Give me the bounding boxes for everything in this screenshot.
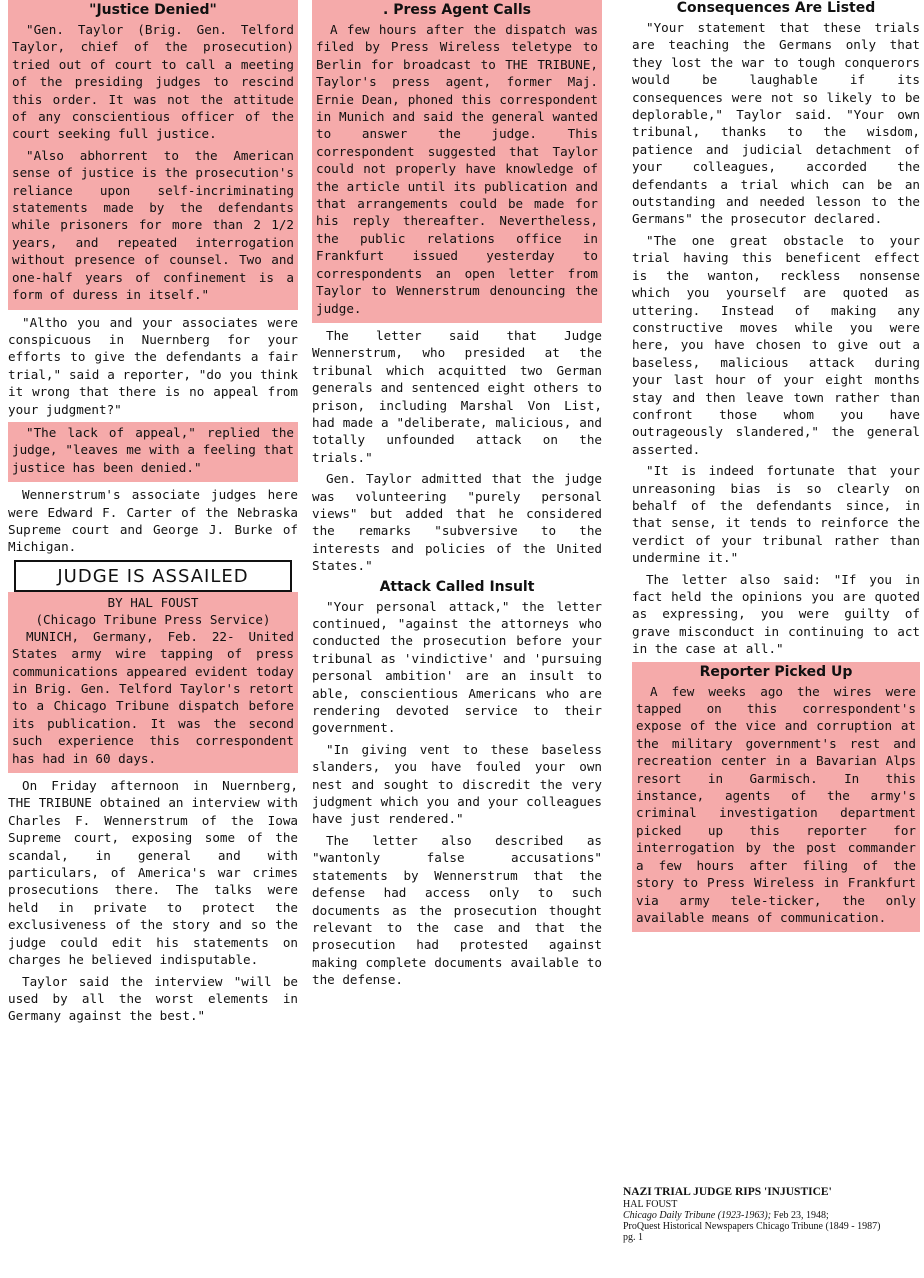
paragraph: The letter also described as "wantonly false accusations" statements by Wennerstrum that the defense had access only to such documents as the prosecution thought relevant to the case and that the prosecution had protested against making complete documents available to the defense. — [312, 832, 602, 988]
citation-date: Feb 23, 1948; — [771, 1210, 829, 1221]
subheading-attack-called-insult: Attack Called Insult — [379, 578, 535, 595]
citation-author: HAL FOUST — [623, 1199, 678, 1210]
highlight-block — [8, 592, 298, 773]
paragraph: "In giving vent to these baseless slanders, you have fouled your own nest and sought to discredit the very judgment which you and your colleagues have just rendered." — [312, 741, 602, 827]
citation-page: pg. 1 — [623, 1232, 643, 1243]
paragraph: "Also abhorrent to the American sense of justice is the prosecution's reliance upon self-incriminating statements made by the defendants while prisoners for more than 2 1/2 years, and repeated interrogation without presence of counsel. Two and one-half years of confinement is a form of duress in itself." — [12, 147, 294, 303]
column-3 — [632, 0, 920, 936]
column-1 — [8, 0, 298, 1029]
paragraph: "Your personal attack," the letter continued, "against the attorneys who conducted the prosecution before your tribunal as 'vindictive' and 'pursuing personal ambition' are an insult to able, conscientious Americans who are rendering devoted service to their government. — [312, 598, 602, 736]
paragraph: "The one great obstacle to your trial having this beneficent effect is the wanton, reckless nonsense which you yourself are quoted as uttering. Instead of making any constructive moves while you were here, you have chosen to give out a baseless, malicious attack during your last hour of your eight months stay and then leave town rather than confront those whom you have outrageously slandered," the general asserted. — [632, 232, 920, 457]
paragraph: "Your statement that these trials are teaching the Germans only that they lost the war to tough conquerors would be laughable if its consequences were not so likely to be deplorable," Taylor said. "Your own tribunal, thanks to the wisdom, patience and judicial detachment of your colleagues, accorded the defendants a trial which can be an outstanding and needed lesson to the Germans" the prosecutor declared. — [632, 20, 920, 227]
subheading-press-agent-calls: . Press Agent Calls — [383, 2, 531, 18]
paragraph: A few weeks ago the wires were tapped on this correspondent's expose of the vice and corruption at the military government's rest and recreation center in a Bavarian Alps resort in Garmisch. In this instance, agents of the army's criminal investigation department picked up this reporter for interrogation by the post commander a few hours after filing of the story to Press Wireless in Frankfurt via army tele-ticker, the only available means of communication. — [636, 683, 916, 925]
highlight-block — [312, 0, 602, 323]
byline-author: BY HAL FOUST — [107, 594, 199, 610]
paragraph: "Altho you and your associates were conspicuous in Nuernberg for your efforts to give the defendants a fair trial," said a reporter, "do you think it wrong that there is no appeal from your judgment?" — [8, 314, 298, 417]
paragraph: The letter also said: "If you in fact held the opinions you are quoted as expressing, you were guilty of grave misconduct in continuing to act in the case at all." — [632, 571, 920, 657]
subheading-reporter-picked-up: Reporter Picked Up — [699, 663, 853, 680]
boxed-headline: JUDGE IS ASSAILED — [14, 560, 292, 592]
paragraph: On Friday afternoon in Nuernberg, THE TRIBUNE obtained an interview with Charles F. Wennerstrum of the Iowa Supreme court, exposing some of the scandal, in general and with particulars, of America's war crimes prosecutions there. The talks were held in private to protect the exclusiveness of the story and so the judge could edit his statements on charges he believed indisputable. — [8, 778, 298, 968]
paragraph: Wennerstrum's associate judges here were Edward F. Carter of the Nebraska Supreme court and George J. Burke of Michigan. — [8, 487, 298, 555]
paragraph: A few hours after the dispatch was filed by Press Wireless teletype to Berlin for broadcast to THE TRIBUNE, Taylor's press agent, former Maj. Ernie Dean, phoned this correspondent in Munich and said the general wanted to answer the judge. This correspondent suggested that Taylor could not properly have knowledge of the article until its publication and that arrangements could be made for his reply thereafter. Nevertheless, the public relations office in Frankfurt issued yesterday to correspondents an open letter from Taylor to Wennerstrum denouncing the judge. — [316, 22, 598, 316]
subheading-consequences: Consequences Are Listed — [676, 0, 876, 16]
paragraph: Gen. Taylor admitted that the judge was volunteering "purely personal views" but added that he considered the remarks "subversive to the interests and policies of the United States." — [312, 471, 602, 574]
highlight-block — [8, 422, 298, 482]
citation-source: Chicago Daily Tribune (1923-1963); — [623, 1210, 772, 1221]
citation-database: ProQuest Historical Newspapers Chicago Tribune (1849 - 1987) — [623, 1221, 881, 1232]
citation-block — [623, 1186, 918, 1243]
subheading-justice-denied: "Justice Denied" — [89, 2, 217, 18]
citation-title: NAZI TRIAL JUDGE RIPS 'INJUSTICE' — [623, 1186, 832, 1198]
paragraph: "Gen. Taylor (Brig. Gen. Telford Taylor, chief of the prosecution) tried out of court to call a meeting of the presiding judges to rescind this order. It was not the attitude of any conscientious officer of the court seeking full justice. — [12, 22, 294, 142]
highlight-block — [632, 662, 920, 933]
paragraph: "The lack of appeal," replied the judge, "leaves me with a feeling that justice has been denied." — [12, 424, 294, 475]
paragraph: "It is indeed fortunate that your unreasoning bias is so clearly on behalf of the defendants since, in that sense, it tends to reinforce the verdict of your tribunal rather than undermine it." — [632, 463, 920, 566]
paragraph: The letter said that Judge Wennerstrum, who presided at the tribunal which acquitted two German generals and sentenced eight others to prison, including Marshal Von List, had made a "deliberate, malicious, and totally unfounded attack on the trials." — [312, 327, 602, 465]
paragraph: Taylor said the interview "will be used by all the worst elements in Germany against the best." — [8, 973, 298, 1024]
column-2 — [312, 0, 602, 993]
highlight-block — [8, 0, 298, 310]
citation-source-line — [623, 1210, 918, 1221]
paragraph: MUNICH, Germany, Feb. 22- United States army wire tapping of press communications appeared evident today in Brig. Gen. Telford Taylor's retort to a Chicago Tribune dispatch before its publication. It was the second such experience this correspondent has had in 60 days. — [12, 628, 294, 766]
byline-service: (Chicago Tribune Press Service) — [35, 611, 271, 627]
